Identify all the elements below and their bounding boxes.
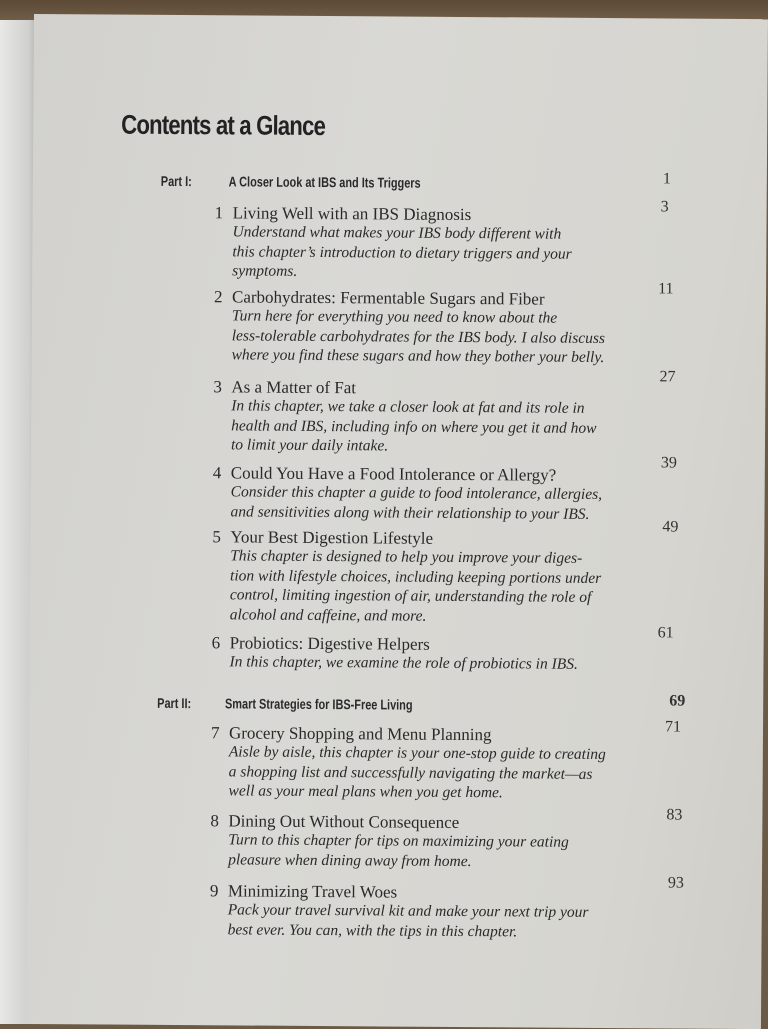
description-line: alcohol and caffeine, and more.: [229, 605, 427, 625]
chapter-number: 1: [214, 203, 224, 223]
chapter-page-number: 39: [660, 454, 677, 472]
part-name: Smart Strategies for IBS-Free Living: [224, 695, 413, 713]
description-line: Pack your travel survival kit and make your next trip your: [227, 901, 589, 921]
description-line: Understand what makes your IBS body different with: [232, 223, 562, 243]
chapter-number: 6: [211, 633, 221, 653]
description-line: This chapter is designed to help you improve your diges-: [230, 547, 583, 567]
description-line: Turn here for everything you need to know about the: [231, 307, 558, 327]
description-line: tion with lifestyle choices, including keeping portions under: [230, 566, 602, 587]
description-line: control, limiting ingestion of air, understanding the role of: [229, 586, 592, 606]
page-title: Contents at a Glance: [121, 109, 326, 142]
description-line: this chapter’s introduction to dietary triggers and your: [232, 242, 572, 263]
part-name: A Closer Look at IBS and Its Triggers: [228, 173, 421, 191]
description-line: where you find these sugars and how they bother your belly.: [231, 346, 605, 366]
chapter-title: Living Well with an IBS Diagnosis: [232, 203, 472, 225]
chapter-page-number: 61: [657, 624, 674, 642]
chapter-description: [229, 652, 578, 674]
chapter-description: [232, 306, 606, 367]
description-line: symptoms.: [232, 262, 298, 280]
part-heading: [157, 694, 413, 713]
description-line: to limit your daily intake.: [230, 436, 389, 455]
chapter-page-number: 83: [666, 806, 683, 824]
description-line: less-tolerable carbohydrates for the IBS body. I also discuss: [231, 326, 606, 347]
description-line: well as your meal plans when you get home.: [228, 782, 503, 802]
chapter-title: As a Matter of Fat: [231, 377, 357, 398]
chapter-number: 8: [210, 811, 219, 831]
chapter-description: [231, 396, 597, 457]
chapter-title: Minimizing Travel Woes: [227, 881, 398, 902]
chapter-title: Grocery Shopping and Menu Planning: [228, 723, 492, 745]
description-line: health and IBS, including info on where you get it and how: [231, 416, 597, 437]
chapter-description: [228, 900, 589, 942]
chapter-number: 4: [212, 463, 222, 483]
chapter-number: 9: [209, 881, 219, 901]
part-page-number: 1: [662, 170, 671, 188]
chapter-number: 2: [213, 287, 223, 307]
chapter-description: [228, 830, 569, 871]
chapter-number: 7: [210, 723, 220, 743]
chapter-description: [232, 222, 572, 283]
part-label: Part II:: [157, 694, 192, 712]
chapter-page-number: 71: [664, 718, 682, 736]
chapter-description: [230, 482, 602, 524]
description-line: Consider this chapter a guide to food intolerance, allergies,: [230, 483, 603, 503]
description-line: pleasure when dining away from home.: [228, 850, 472, 870]
description-line: best ever. You can, with the tips in this chapter.: [227, 920, 518, 940]
description-line: and sensitivities along with their relationship to your IBS.: [230, 502, 590, 523]
chapter-page-number: 27: [659, 368, 676, 386]
description-line: In this chapter, we examine the role of probiotics in IBS.: [229, 653, 578, 673]
book-page: [27, 14, 768, 1029]
description-line: In this chapter, we take a closer look at fat and its role in: [231, 397, 585, 417]
chapter-page-number: 49: [662, 518, 679, 536]
chapter-title: Your Best Digestion Lifestyle: [230, 527, 434, 548]
part-label: Part I:: [160, 172, 192, 190]
chapter-title: Could You Have a Food Intolerance or Allergy?: [230, 463, 557, 485]
chapter-page-number: 11: [658, 280, 674, 298]
chapter-page-number: 93: [667, 874, 685, 892]
part-heading: [160, 172, 421, 191]
description-line: a shopping list and successfully navigating the market—as: [228, 762, 593, 783]
chapter-title: Carbohydrates: Fermentable Sugars and Fiber: [231, 287, 545, 309]
chapter-page-number: 3: [660, 198, 669, 216]
description-line: Turn to this chapter for tips on maximizing your eating: [228, 831, 569, 851]
chapter-description: [229, 742, 606, 803]
description-line: Aisle by aisle, this chapter is your one-stop guide to creating: [228, 743, 606, 764]
part-page-number: 69: [669, 692, 686, 710]
chapter-description: [230, 546, 602, 627]
chapter-number: 3: [213, 377, 222, 397]
chapter-number: 5: [212, 527, 221, 547]
chapter-title: Dining Out Without Consequence: [228, 811, 460, 832]
chapter-title: Probiotics: Digestive Helpers: [229, 633, 430, 654]
